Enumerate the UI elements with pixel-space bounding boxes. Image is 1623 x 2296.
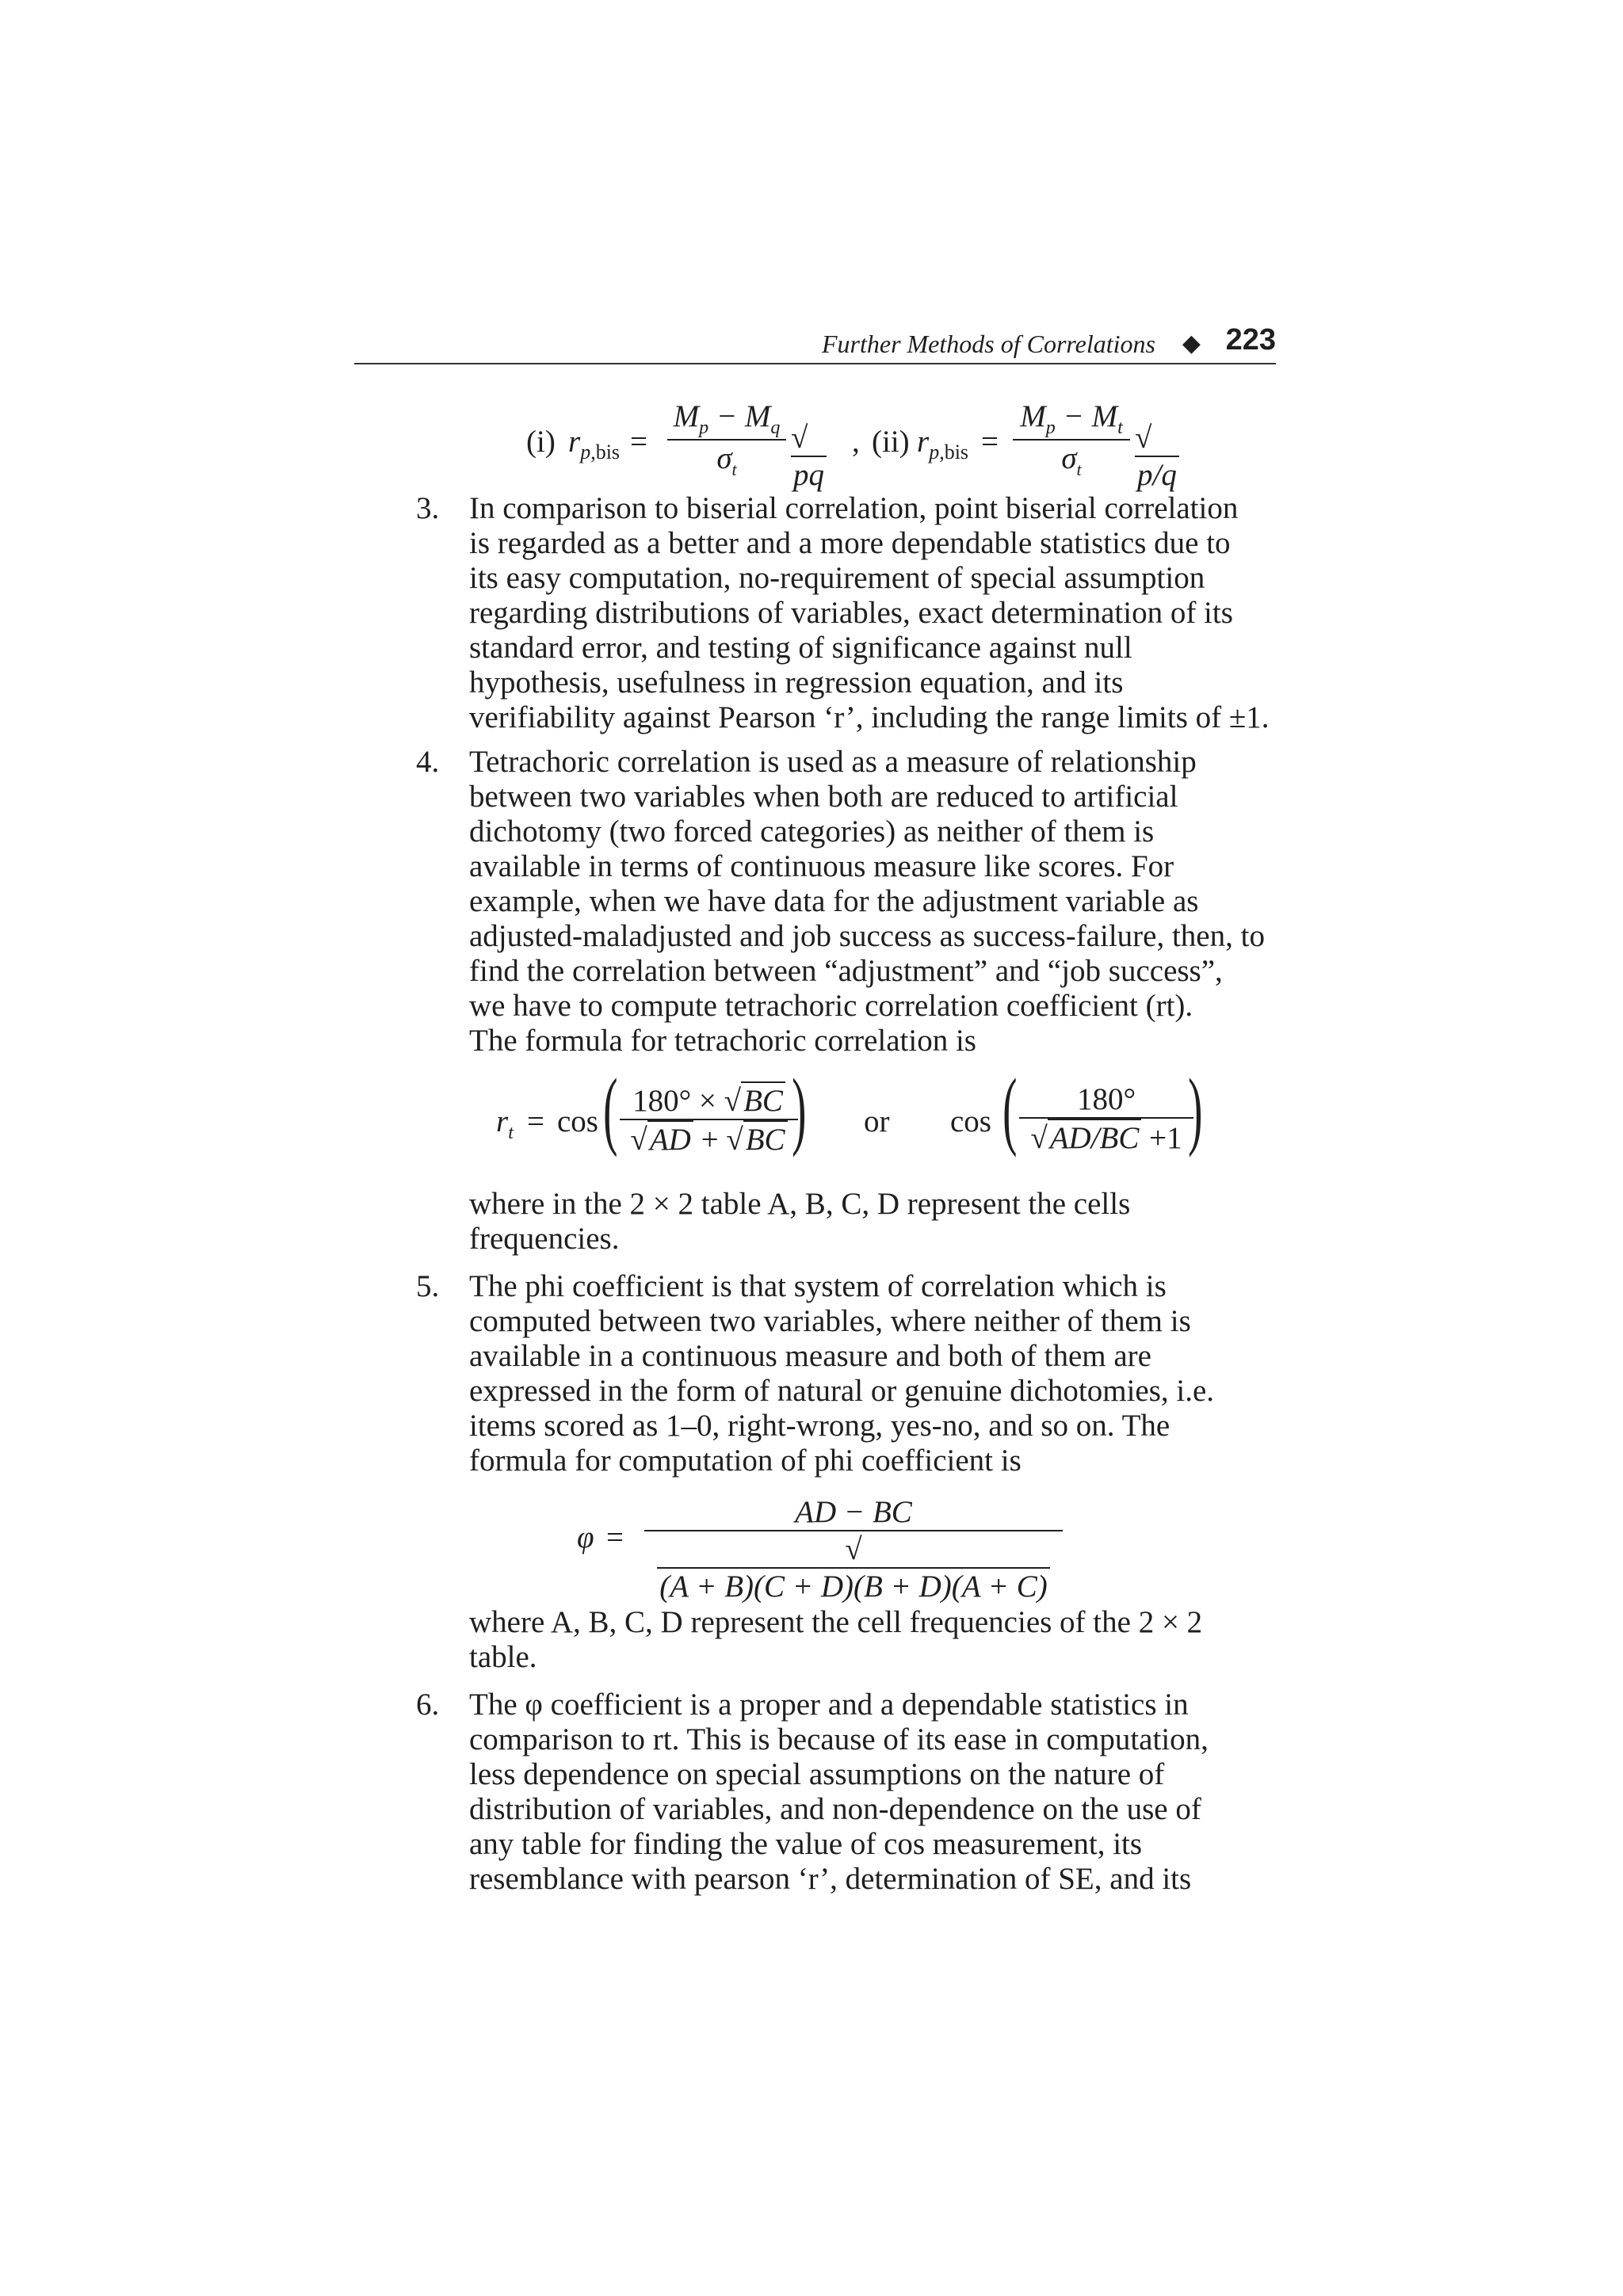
item-4-text: Tetrachoric correlation is used as a measure of relationship between two variables when both are reduced to artificial dichotomy (two forced categories) as neither of them is available in terms of continuous measure like scores. For example, when we have data for the adjustment variable as adjusted-maladjusted and job success as success-failure, then, to find the correlation between “adjustment” and “job success”, we have to compute tetrachoric correlation coefficient (rt). The formula for tetrachoric correlation is	[469, 745, 1265, 1058]
item-number-6: 6.	[416, 1688, 440, 1722]
label-ii: (ii)	[872, 425, 910, 459]
sqrt-p-over-q: p/q	[1135, 456, 1179, 493]
label-i: (i)	[526, 425, 556, 459]
running-header	[354, 323, 1276, 364]
phi-fraction: AD − BC √(A + B)(C + D)(B + D)(A + C)	[644, 1494, 1063, 1604]
fraction-i: $M_p - M_q$ $\sigma_t$	[667, 399, 786, 480]
item-5-text: The phi coefficient is that system of correlation which is computed between two variables, where neither of them is available in a continuous measure and both of them are expressed in the form of natural or genuine dichotomies, i.e. items scored as 1–0, right-wrong, yes-no, and so on. The formula for computation of phi coefficient is	[469, 1269, 1215, 1478]
sqrt-pq: pq	[791, 456, 827, 493]
item-6-text: The φ coefficient is a proper and a dependable statistics in comparison to rt. This is because of its ease in computation, less dependence on special assumptions on the nature of distribution of variables, and non-dependence on the use of any table for finding the value of cos measurement, its resemblance with pearson ‘r’, determination of SE, and its	[469, 1688, 1209, 1896]
diamond-icon: ◆	[1182, 330, 1201, 357]
item-number-4: 4.	[416, 745, 440, 779]
rpbis-i: $r_{p,bis}$	[568, 425, 621, 463]
item-number-5: 5.	[416, 1269, 440, 1303]
item-3-text: In comparison to biserial correlation, point biserial correlation is regarded as a better and a more dependable statistics due to its easy computation, no-requirement of special assumption regarding distributions of variables, exact determination of its standard error, and testing of significance against null hypothesis, usefulness in regression equation, and its verifiability against Pearson ‘r’, including the range limits of ±1.	[469, 491, 1270, 734]
page-number: 223	[1225, 323, 1276, 357]
item-4-after-text: where in the 2 × 2 table A, B, C, D represent the cells frequencies.	[469, 1187, 1131, 1256]
item-number-3: 3.	[416, 491, 440, 525]
tetrachoric-fraction-2: 180° √AD/BC +1	[1019, 1081, 1193, 1156]
running-title: Further Methods of Correlations	[821, 330, 1155, 358]
page: Further Methods of Correlations ◆ 223 (i) $r_{p,bis}$ = $M_p - M_q$ $\sigma_t$ √pq , (ii) $r_{p,bis}$ = $M_p - M_t$ $\sigma_t$ √p/q 3. In comparison to biserial correlation, point biserial correlation is regarded as a better and a more dependable statistics due to its easy computation, no-requirement of special assumption regarding distributions of variables, exact determination of its standard error, and testing of significance against null hypothesis, usefulness in regression equation, and its verifiability against Pearson ‘r’, including the range limits of ±1. 4. Tetrachoric correlation is used as a measure of relationship between two variables when both are reduced to artificial dichotomy (two forced categories) as neither of them is available in terms of continuous measure like scores. For example, when we have data for the adjustment variable as adjusted-maladjusted and job success as success-failure, then, to find the correlation between “adjustment” and “job success”, we have to compute tetrachoric correlation coefficient (rt). The formula for tetrachoric correlation is $r_t$ = cos ( 180° × √BC √AD + √BC ) or cos ( 180° √AD/BC +1 ) where in the 2 × 2 table A, B, C, D represent the cells frequencies. 5. The phi coefficient is that system of correlation which is computed between two variables, where neither of them is available in a continuous measure and both of them are expressed in the form of natural or genuine dichotomies, i.e. items scored as 1–0, right-wrong, yes-no, and so on. The formula for computation of phi coefficient is φ = AD − BC √(A + B)(C + D)(B + D)(A + C) where A, B, C, D represent the cell frequencies of the 2 × 2 table. 6. The φ coefficient is a proper and a dependable statistics in comparison to rt. This is because of its ease in computation, less dependence on special assumptions on the nature of distribution of variables, and non-dependence on the use of any table for finding the value of cos measurement, its resemblance with pearson ‘r’, determination of SE, and its	[0, 0, 1623, 2296]
item-5-after-text: where A, B, C, D represent the cell frequencies of the 2 × 2 table.	[469, 1605, 1203, 1674]
rpbis-ii: $r_{p,bis}$	[917, 425, 969, 463]
fraction-ii: $M_p - M_t$ $\sigma_t$	[1013, 399, 1130, 480]
tetrachoric-fraction-1: 180° × √BC √AD + √BC	[620, 1081, 798, 1158]
